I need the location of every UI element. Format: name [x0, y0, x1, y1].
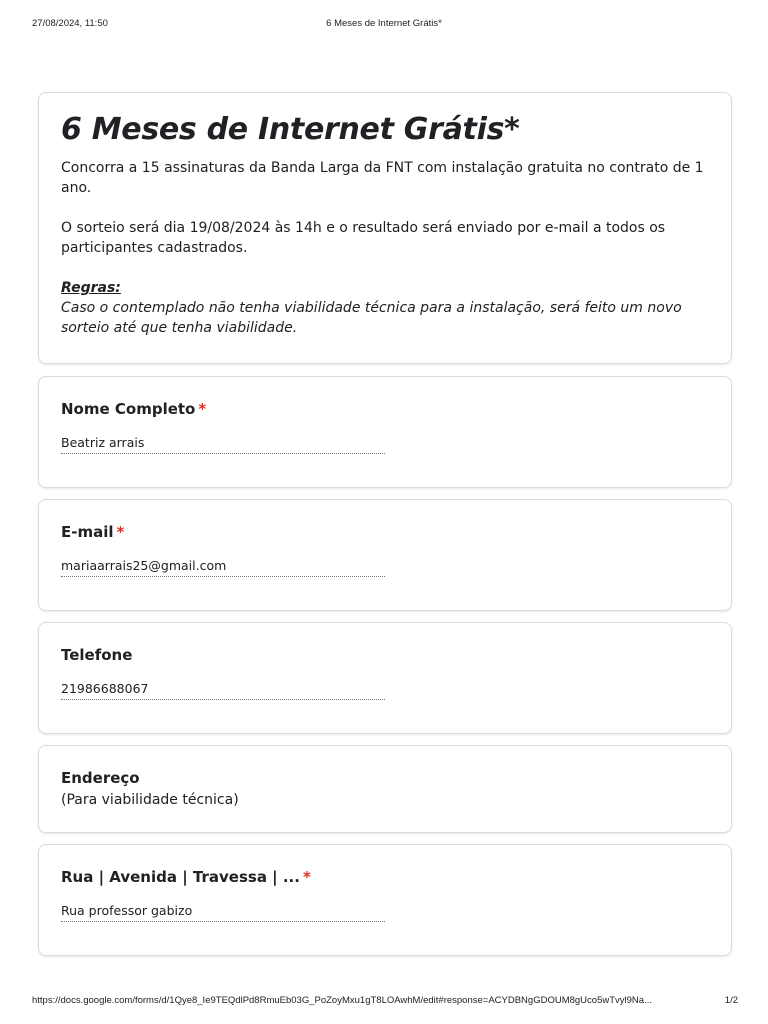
section-description-endereco: (Para viabilidade técnica)	[61, 792, 239, 808]
description-paragraph-2: O sorteio será dia 19/08/2024 às 14h e o resultado será enviado por e-mail a todos os participantes cadastrados.	[61, 220, 666, 256]
question-label-rua	[61, 867, 709, 887]
question-title: E-mail	[61, 523, 114, 541]
answer-field-nome[interactable]: Beatriz arrais	[61, 435, 385, 454]
print-header	[32, 18, 736, 30]
question-label-telefone	[61, 645, 709, 665]
question-label-nome	[61, 399, 709, 419]
print-page-title: 6 Meses de Internet Grátis*	[326, 18, 442, 29]
answer-field-telefone[interactable]: 21986688067	[61, 681, 385, 700]
required-asterisk: *	[198, 400, 207, 418]
question-title: Telefone	[61, 646, 133, 664]
question-card-nome	[38, 376, 732, 488]
section-card-endereco	[38, 745, 732, 833]
question-label-email	[61, 522, 709, 542]
rules-text: Caso o contemplado não tenha viabilidade técnica para a instalação, será feito um novo sorteio até que tenha viabilidade.	[61, 300, 682, 336]
required-asterisk: *	[302, 868, 311, 886]
print-url: https://docs.google.com/forms/d/1Qye8_Ie9TEQdlPd8RmuEb03G_PoZoyMxu1gT8LOAwhM/edit#response=ACYDBNgGDOUM8gUco5wTvyl9Na...	[32, 995, 652, 1006]
answer-field-email[interactable]: mariaarrais25@gmail.com	[61, 558, 385, 577]
section-title-endereco: Endereço	[61, 769, 140, 787]
form-header-card	[38, 92, 732, 364]
form-title: 6 Meses de Internet Grátis*	[61, 112, 520, 147]
question-title: Rua | Avenida | Travessa | ...	[61, 868, 300, 886]
print-footer	[32, 995, 738, 1007]
rules-label: Regras:	[61, 280, 121, 296]
form-description	[61, 158, 709, 338]
description-paragraph-1: Concorra a 15 assinaturas da Banda Larga da FNT com instalação gratuita no contrato de 1 ano.	[61, 160, 704, 196]
required-asterisk: *	[116, 523, 125, 541]
question-card-rua	[38, 844, 732, 956]
print-datetime: 27/08/2024, 11:50	[32, 18, 108, 29]
page-number: 1/2	[724, 995, 738, 1006]
answer-field-rua[interactable]: Rua professor gabizo	[61, 903, 385, 922]
question-card-telefone	[38, 622, 732, 734]
question-card-email	[38, 499, 732, 611]
question-title: Nome Completo	[61, 400, 196, 418]
